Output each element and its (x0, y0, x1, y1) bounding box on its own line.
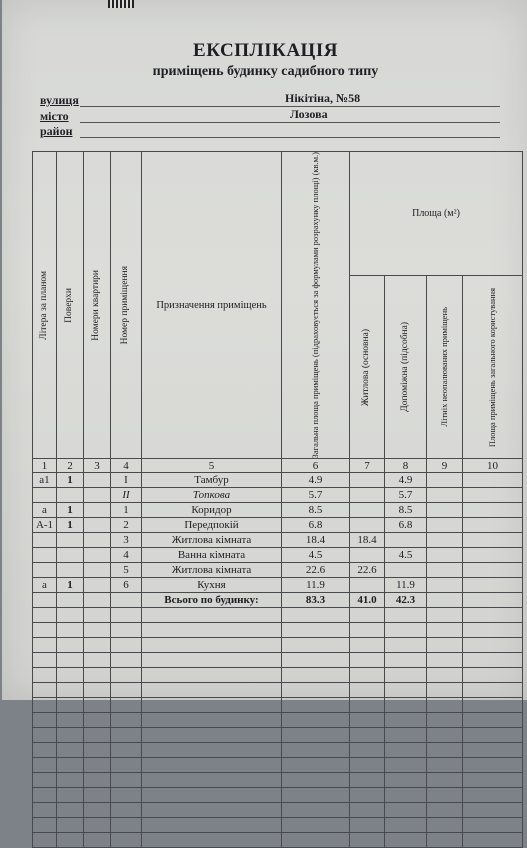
cell-total-area: 11.9 (282, 578, 350, 593)
cell-aux-area: 5.7 (385, 488, 427, 503)
cell-total-area: 8.5 (282, 503, 350, 518)
header-total-area: Загальна площа приміщень (підраховується за формулами розрахунку площі) (кв.м.) (282, 152, 350, 459)
cell-letter (33, 488, 57, 503)
cell-common-area (463, 473, 523, 488)
empty-row (33, 698, 523, 713)
street-value: Нікітіна, №58 (285, 91, 361, 105)
explication-table (32, 151, 523, 848)
cell-letter: а (33, 503, 57, 518)
cell-common-area (463, 548, 523, 563)
cell-aux-area: 11.9 (385, 578, 427, 593)
header-auxiliary: Допоміжна (підсобна) (385, 275, 427, 459)
empty-row (33, 623, 523, 638)
cell-common-area (463, 563, 523, 578)
cell-apartment (84, 578, 111, 593)
cell-summer-area (427, 518, 463, 533)
header-living: Житлова (основна) (350, 275, 385, 459)
cell-purpose: Коридор (142, 503, 282, 518)
document-title: ЕКСПЛІКАЦІЯ (193, 40, 338, 61)
cell-total-area: 5.7 (282, 488, 350, 503)
document-sheet (2, 0, 527, 700)
cell-letter: А-1 (33, 518, 57, 533)
totals-living: 41.0 (350, 593, 385, 608)
qr-code-fragment (108, 0, 134, 8)
cell-summer-area (427, 488, 463, 503)
cell-floor (57, 548, 84, 563)
header-letter: Літера за планом (33, 152, 57, 459)
cell-summer-area (427, 503, 463, 518)
cell-aux-area: 8.5 (385, 503, 427, 518)
empty-row (33, 638, 523, 653)
cell-apartment (84, 473, 111, 488)
district-label: район (40, 124, 73, 138)
cell-aux-area (385, 533, 427, 548)
cell-summer-area (427, 533, 463, 548)
cell-room-no: 1 (111, 503, 142, 518)
header-area-group: Площа (м²) (350, 152, 523, 276)
header-summer: Літніх неопалюваних приміщень (427, 275, 463, 459)
empty-row (33, 803, 523, 818)
cell-aux-area: 4.9 (385, 473, 427, 488)
cell-purpose: Житлова кімната (142, 533, 282, 548)
cell-summer-area (427, 563, 463, 578)
empty-row (33, 773, 523, 788)
cell-floor: 1 (57, 518, 84, 533)
cell-floor (57, 563, 84, 578)
empty-row (33, 833, 523, 848)
totals-total: 83.3 (282, 593, 350, 608)
cell-common-area (463, 518, 523, 533)
district-underline (80, 137, 500, 138)
cell-room-no: 6 (111, 578, 142, 593)
cell-aux-area (385, 563, 427, 578)
cell-common-area (463, 578, 523, 593)
cell-total-area: 22.6 (282, 563, 350, 578)
cell-room-no: II (111, 488, 142, 503)
cell-letter (33, 548, 57, 563)
empty-row (33, 608, 523, 623)
totals-row (33, 593, 523, 608)
cell-total-area: 4.5 (282, 548, 350, 563)
table-row (33, 518, 523, 533)
cell-letter (33, 533, 57, 548)
table-row (33, 548, 523, 563)
cell-total-area: 6.8 (282, 518, 350, 533)
empty-row (33, 788, 523, 803)
totals-label: Всього по будинку: (142, 593, 282, 608)
cell-living-area (350, 518, 385, 533)
cell-purpose: Ванна кімната (142, 548, 282, 563)
empty-row (33, 818, 523, 833)
cell-letter (33, 563, 57, 578)
cell-apartment (84, 488, 111, 503)
cell-purpose: Топкова (142, 488, 282, 503)
city-value: Лозова (290, 107, 328, 121)
cell-common-area (463, 488, 523, 503)
cell-living-area (350, 488, 385, 503)
empty-row (33, 683, 523, 698)
city-underline (80, 122, 500, 123)
empty-row (33, 653, 523, 668)
cell-floor (57, 533, 84, 548)
cell-living-area: 22.6 (350, 563, 385, 578)
cell-living-area (350, 503, 385, 518)
cell-summer-area (427, 473, 463, 488)
cell-purpose: Тамбур (142, 473, 282, 488)
cell-floor: 1 (57, 473, 84, 488)
city-label: місто (40, 109, 69, 123)
street-label: вулиця (40, 93, 79, 107)
cell-apartment (84, 533, 111, 548)
cell-room-no: 5 (111, 563, 142, 578)
cell-room-no: 3 (111, 533, 142, 548)
cell-room-no: 2 (111, 518, 142, 533)
cell-floor: 1 (57, 503, 84, 518)
cell-letter: а1 (33, 473, 57, 488)
column-number-row: 1 2 3 4 5 6 7 8 9 10 (33, 459, 523, 473)
cell-letter: а (33, 578, 57, 593)
table-row (33, 578, 523, 593)
cell-aux-area: 6.8 (385, 518, 427, 533)
cell-summer-area (427, 548, 463, 563)
cell-total-area: 18.4 (282, 533, 350, 548)
table-row (33, 563, 523, 578)
header-purpose: Призначення приміщень (142, 152, 282, 459)
table-row (33, 488, 523, 503)
document-subtitle: приміщень будинку садибного типу (152, 64, 379, 79)
cell-purpose: Кухня (142, 578, 282, 593)
header-room-no: Номер приміщення (111, 152, 142, 459)
cell-common-area (463, 503, 523, 518)
empty-row (33, 668, 523, 683)
cell-room-no: 4 (111, 548, 142, 563)
cell-living-area: 18.4 (350, 533, 385, 548)
header-common: Площа приміщень загального користування (463, 275, 523, 459)
cell-apartment (84, 548, 111, 563)
cell-apartment (84, 518, 111, 533)
cell-floor: 1 (57, 578, 84, 593)
cell-apartment (84, 503, 111, 518)
cell-room-no: I (111, 473, 142, 488)
cell-aux-area: 4.5 (385, 548, 427, 563)
cell-total-area: 4.9 (282, 473, 350, 488)
cell-floor (57, 488, 84, 503)
cell-summer-area (427, 578, 463, 593)
empty-row (33, 713, 523, 728)
cell-common-area (463, 533, 523, 548)
header-floors: Поверхи (57, 152, 84, 459)
header-apartment-no: Номери квартири (84, 152, 111, 459)
empty-row (33, 728, 523, 743)
table-row (33, 473, 523, 488)
cell-living-area (350, 548, 385, 563)
cell-purpose: Передпокій (142, 518, 282, 533)
empty-row (33, 758, 523, 773)
empty-row (33, 743, 523, 758)
cell-living-area (350, 473, 385, 488)
table-row (33, 503, 523, 518)
cell-living-area (350, 578, 385, 593)
cell-apartment (84, 563, 111, 578)
totals-aux: 42.3 (385, 593, 427, 608)
table-row (33, 533, 523, 548)
cell-purpose: Житлова кімната (142, 563, 282, 578)
